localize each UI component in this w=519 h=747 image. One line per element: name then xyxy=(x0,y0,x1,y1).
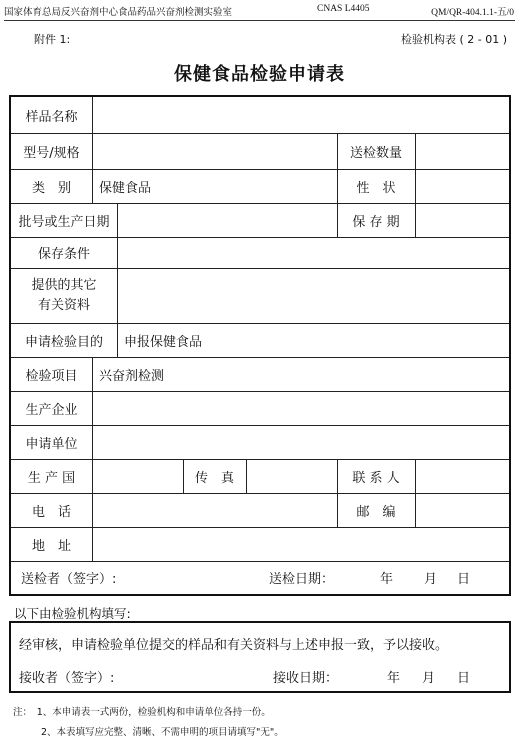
contact-label: 联 系 人 xyxy=(352,470,400,486)
cnas-number: CNAS L4405 xyxy=(317,4,370,14)
send-date-label: 送检日期： xyxy=(269,572,335,587)
test-item-label: 检验项目 xyxy=(25,368,78,384)
category-label: 类 别 xyxy=(31,180,71,196)
test-item-value[interactable]: 兴奋剂检测 xyxy=(99,368,165,384)
postcode-label: 邮 编 xyxy=(356,504,396,520)
producer-field[interactable] xyxy=(93,391,509,425)
purpose-label: 申请检验目的 xyxy=(24,334,103,350)
document-code: QM/QR-404.1.1-五/0 xyxy=(431,8,514,18)
other-docs-label-line1: 提供的其它 xyxy=(31,277,97,293)
receive-date-label: 接收日期： xyxy=(273,670,339,686)
quantity-field[interactable] xyxy=(416,133,509,169)
fax-label: 传 真 xyxy=(194,470,234,486)
batch-field[interactable] xyxy=(118,203,337,237)
other-docs-label xyxy=(11,268,117,323)
contact-field[interactable] xyxy=(416,459,509,493)
receiver-signature-label: 接收者（签字）: xyxy=(19,670,115,686)
address-field[interactable] xyxy=(93,527,509,561)
country-field[interactable] xyxy=(93,459,183,493)
form-label: 性 状 xyxy=(356,180,396,196)
review-box xyxy=(9,621,511,693)
receive-date-month: 月 xyxy=(422,670,436,686)
applicant-field[interactable] xyxy=(93,425,509,459)
note-2: 2、本表填写应完整、清晰、不需申明的项目请填写"无"。 xyxy=(41,727,284,738)
phone-label: 电 话 xyxy=(31,504,71,520)
phone-field[interactable] xyxy=(93,493,337,527)
form-field[interactable] xyxy=(416,169,509,203)
fax-field[interactable] xyxy=(247,459,337,493)
storage-label: 保存条件 xyxy=(37,247,90,262)
model-spec-field[interactable] xyxy=(93,133,337,169)
sender-signature-label: 送检者（签字）: xyxy=(21,572,117,587)
other-docs-field[interactable] xyxy=(118,268,509,323)
send-date-month: 月 xyxy=(424,572,438,587)
send-date-day: 日 xyxy=(457,572,471,587)
institution-section-heading: 以下由检验机构填写: xyxy=(14,606,131,621)
application-form xyxy=(9,95,511,596)
country-label: 生 产 国 xyxy=(27,470,76,486)
postcode-field[interactable] xyxy=(416,493,509,527)
receive-date-day: 日 xyxy=(457,670,471,686)
shelf-life-field[interactable] xyxy=(416,203,509,237)
address-label: 地 址 xyxy=(31,538,71,554)
note-1: 注： 1、本申请表一式两份，检验机构和申请单位各持一份。 xyxy=(13,707,271,718)
quantity-label: 送检数量 xyxy=(349,145,402,161)
producer-label: 生产企业 xyxy=(25,402,78,418)
other-docs-label-line2: 有关资料 xyxy=(37,297,90,313)
storage-field[interactable] xyxy=(118,237,509,268)
category-value[interactable]: 保健食品 xyxy=(99,180,152,196)
sample-name-field[interactable] xyxy=(93,97,509,133)
lab-name: 国家体育总局反兴奋剂中心食品药品兴奋剂检测实验室 xyxy=(4,8,233,18)
send-date-year: 年 xyxy=(380,572,394,587)
header-rule xyxy=(4,20,515,21)
receive-date-year: 年 xyxy=(387,670,401,686)
form-code: 检验机构表 ( 2 - 01 ) xyxy=(400,33,507,46)
sample-name-label: 样品名称 xyxy=(25,109,78,125)
page-title: 保健食品检验申请表 xyxy=(174,64,345,85)
review-statement: 经审核，申请检验单位提交的样品和有关资料与上述申报一致，予以接收。 xyxy=(19,637,449,653)
batch-label: 批号或生产日期 xyxy=(18,214,110,230)
applicant-label: 申请单位 xyxy=(25,436,78,452)
model-spec-label: 型号/规格 xyxy=(23,145,80,161)
shelf-life-label: 保 存 期 xyxy=(352,214,400,230)
purpose-value[interactable]: 申报保健食品 xyxy=(124,334,203,350)
attachment-label: 附件 1: xyxy=(34,33,71,46)
